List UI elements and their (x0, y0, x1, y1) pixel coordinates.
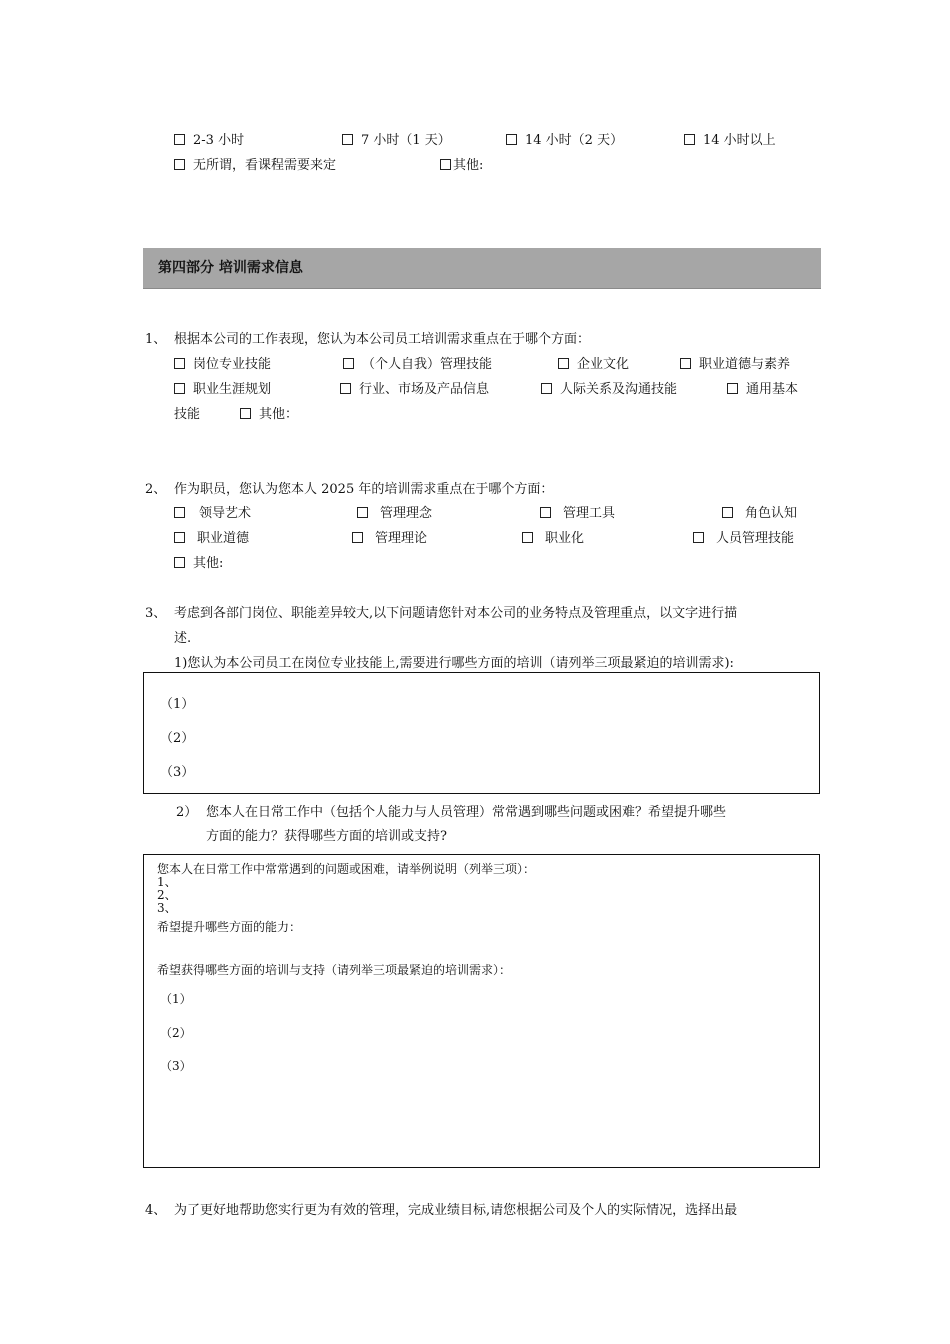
support-prompt: 希望获得哪些方面的培训与支持（请列举三项最紧迫的培训需求）： (157, 963, 512, 977)
q1-option[interactable]: 岗位专业技能 (174, 353, 271, 372)
q1-option[interactable]: 职业生涯规划 (174, 378, 271, 397)
checkbox-icon[interactable] (343, 358, 354, 369)
section-header-bar (143, 248, 821, 289)
problem-item-2: 2、 (157, 888, 177, 902)
q1-option[interactable]: （个人自我）管理技能 (343, 353, 492, 372)
checkbox-icon[interactable] (174, 507, 185, 518)
q2-option[interactable]: 角色认知 (722, 502, 797, 521)
checkbox-icon[interactable] (340, 383, 351, 394)
checkbox-icon[interactable] (693, 532, 704, 543)
answer-line-3: （3） (160, 765, 195, 780)
checkbox-icon[interactable] (440, 159, 451, 170)
checkbox-icon[interactable] (540, 507, 551, 518)
option-14-hours[interactable]: 14 小时（2 天） (506, 129, 623, 148)
checkbox-icon[interactable] (342, 134, 353, 145)
q1-number: 1、 (145, 332, 167, 347)
checkbox-icon[interactable] (174, 134, 185, 145)
q3-sub2-line1: 您本人在日常工作中（包括个人能力与人员管理）常常遇到哪些问题或困难？希望提升哪些 (206, 805, 727, 820)
q1-option[interactable]: 行业、市场及产品信息 (340, 378, 489, 397)
q2-option[interactable]: 人员管理技能 (693, 527, 794, 546)
q4-number: 4、 (145, 1203, 167, 1218)
checkbox-icon[interactable] (352, 532, 363, 543)
checkbox-icon[interactable] (174, 383, 185, 394)
q2-option-other[interactable]: 其他: (174, 552, 223, 571)
q1-option[interactable]: 人际关系及沟通技能 (541, 378, 677, 397)
option-7-hours[interactable]: 7 小时（1 天） (342, 129, 451, 148)
checkbox-icon[interactable] (240, 408, 251, 419)
checkbox-icon[interactable] (174, 159, 185, 170)
q1-option-wrap: 技能 (174, 407, 201, 422)
q4-text: 为了更好地帮助您实行更为有效的管理，完成业绩目标,请您根据公司及个人的实际情况，选择出最 (174, 1203, 738, 1218)
option-duration-other[interactable]: 其他: (440, 154, 483, 173)
support-item-2: （2） (160, 1026, 192, 1040)
problem-item-3: 3、 (157, 901, 177, 915)
q2-option[interactable]: 职业道德 (174, 527, 249, 546)
q1-option[interactable]: 职业道德与素养 (680, 353, 790, 372)
q2-option[interactable]: 职业化 (522, 527, 584, 546)
problem-item-1: 1、 (157, 875, 177, 889)
section-title: 第四部分 培训需求信息 (158, 260, 303, 276)
checkbox-icon[interactable] (174, 532, 185, 543)
q3-answer-box-1[interactable] (143, 672, 820, 794)
checkbox-icon[interactable] (727, 383, 738, 394)
q1-option[interactable]: 企业文化 (558, 353, 629, 372)
q2-option[interactable]: 管理工具 (540, 502, 615, 521)
q2-text: 作为职员，您认为您本人 2025 年的培训需求重点在于哪个方面： (174, 482, 554, 497)
q1-option[interactable]: 通用基本 (727, 378, 798, 397)
problems-prompt: 您本人在日常工作中常常遇到的问题或困难，请举例说明（列举三项）： (157, 862, 536, 876)
option-over-14-hours[interactable]: 14 小时以上 (684, 129, 776, 148)
q2-number: 2、 (145, 482, 167, 497)
q3-answer-box-2[interactable] (143, 854, 820, 1168)
checkbox-icon[interactable] (558, 358, 569, 369)
option-depends-on-course[interactable]: 无所谓，看课程需要来定 (174, 154, 336, 173)
q3-sub1-prompt: 1)您认为本公司员工在岗位专业技能上,需要进行哪些方面的培训（请列举三项最紧迫的培训需求): (174, 656, 734, 671)
checkbox-icon[interactable] (722, 507, 733, 518)
q2-option[interactable]: 管理理论 (352, 527, 427, 546)
checkbox-icon[interactable] (684, 134, 695, 145)
q3-text-line2: 述. (174, 631, 192, 646)
q1-text: 根据本公司的工作表现，您认为本公司员工培训需求重点在于哪个方面： (174, 332, 591, 347)
q2-option[interactable]: 管理理念 (357, 502, 432, 521)
option-2-3-hours[interactable]: 2-3 小时 (174, 129, 244, 148)
checkbox-icon[interactable] (541, 383, 552, 394)
checkbox-icon[interactable] (522, 532, 533, 543)
q2-option[interactable]: 领导艺术 (174, 502, 251, 521)
q1-option-other[interactable]: 其他： (240, 403, 298, 422)
q3-text-line1: 考虑到各部门岗位、职能差异较大,以下问题请您针对本公司的业务特点及管理重点，以文字进行描 (174, 606, 738, 621)
ability-prompt: 希望提升哪些方面的能力： (157, 920, 302, 934)
answer-line-2: （2） (160, 731, 195, 746)
checkbox-icon[interactable] (506, 134, 517, 145)
checkbox-icon[interactable] (680, 358, 691, 369)
q3-number: 3、 (145, 606, 167, 621)
support-item-1: （1） (160, 992, 192, 1006)
checkbox-icon[interactable] (174, 557, 185, 568)
q3-sub2-line2: 方面的能力？获得哪些方面的培训或支持? (206, 829, 447, 844)
answer-line-1: （1） (160, 697, 195, 712)
checkbox-icon[interactable] (357, 507, 368, 518)
checkbox-icon[interactable] (174, 358, 185, 369)
support-item-3: （3） (160, 1059, 192, 1073)
q3-sub2-number: 2） (176, 805, 198, 820)
